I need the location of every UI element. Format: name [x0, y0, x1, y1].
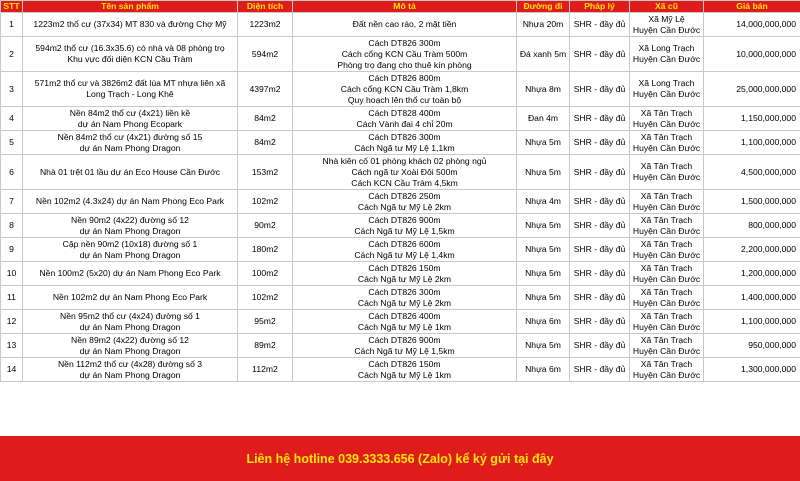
cell-product-name [23, 238, 238, 262]
cell-price: 1,200,000,000 [704, 262, 800, 286]
cell-legal: SHR - đầy đủ [570, 214, 630, 238]
cell-legal: SHR - đầy đủ [570, 107, 630, 131]
cell-road: Nhựa 5m [517, 214, 570, 238]
cell-area: 90m2 [238, 214, 293, 238]
cell-legal: SHR - đầy đủ [570, 286, 630, 310]
cell-description-line: Cách DT826 900m [368, 334, 441, 345]
cell-commune [630, 334, 704, 358]
cell-product-name-line: 594m2 thổ cư (16.3x35.6) có nhà và 08 phòng trọ [35, 43, 225, 53]
cell-product-name [23, 13, 238, 37]
cell-description-line: Cách Ngã tư Mỹ Lệ 1,4km [354, 249, 455, 260]
cell-area: 1223m2 [238, 13, 293, 37]
cell-commune [630, 131, 704, 155]
table-row [1, 214, 800, 238]
cell-product-name [23, 72, 238, 107]
cell-commune-line: Huyện Cần Đước [632, 89, 701, 99]
cell-stt: 9 [1, 238, 23, 262]
cell-commune-line: Huyện Cần Đước [632, 273, 701, 284]
cell-road: Nhựa 6m [517, 310, 570, 334]
cell-commune-line: Huyện Cần Đước [632, 345, 701, 356]
header-commune: Xã cũ [630, 1, 704, 13]
cell-description-line: Quy hoạch lên thổ cư toàn bộ [347, 94, 462, 105]
cell-description [293, 262, 517, 286]
cell-description [293, 131, 517, 155]
cell-road: Nhựa 5m [517, 131, 570, 155]
cell-commune-line: Xã Tân Trạch [640, 190, 693, 201]
cell-product-name-line: dự án Nam Phong Dragon [79, 249, 181, 260]
cell-product-name-line: Nền 90m2 (4x22) đường số 12 [71, 214, 189, 225]
cell-description-line: Cách ngã tư Xoài Đôi 500m [351, 166, 458, 177]
cell-commune-line: Xã Tân Trạch [640, 107, 693, 118]
cell-area: 84m2 [238, 107, 293, 131]
cell-commune-line: Xã Long Trạch [638, 43, 695, 53]
cell-stt: 10 [1, 262, 23, 286]
cell-product-name [23, 107, 238, 131]
cell-road: Nhựa 6m [517, 358, 570, 382]
cell-price: 950,000,000 [704, 334, 800, 358]
cell-commune-line: Huyện Cần Đước [632, 142, 701, 153]
cell-description [293, 155, 517, 190]
header-description: Mô tả [293, 1, 517, 13]
cell-commune [630, 358, 704, 382]
cell-commune-line: Xã Tân Trạch [640, 161, 693, 171]
cell-stt: 5 [1, 131, 23, 155]
cell-commune-line: Huyện Cần Đước [632, 118, 701, 129]
cell-product-name-line: Nhà 01 trệt 01 lầu dự án Eco House Cần Đước [39, 166, 221, 177]
cell-area: 112m2 [238, 358, 293, 382]
table-row [1, 72, 800, 107]
cell-commune-line: Huyện Cần Đước [632, 54, 701, 64]
cell-commune-line: Xã Tân Trạch [640, 286, 693, 297]
header-row [1, 1, 800, 13]
cell-legal: SHR - đầy đủ [570, 131, 630, 155]
cell-description [293, 214, 517, 238]
cell-price: 25,000,000,000 [704, 72, 800, 107]
footer-hotline-text: Liên hệ hotline 039.3333.656 (Zalo) kể ký gửi tại đây [246, 451, 554, 466]
cell-product-name-line: dự án Nam Phong Dragon [79, 225, 181, 236]
cell-description-line: Cách DT826 300m [368, 37, 441, 48]
cell-product-name [23, 37, 238, 72]
cell-area: 153m2 [238, 155, 293, 190]
cell-road: Nhựa 5m [517, 238, 570, 262]
cell-description-line: Cách DT826 400m [368, 310, 441, 321]
cell-commune-line: Xã Tân Trạch [640, 310, 693, 321]
cell-stt: 4 [1, 107, 23, 131]
cell-stt: 3 [1, 72, 23, 107]
cell-commune [630, 107, 704, 131]
table-row [1, 238, 800, 262]
cell-stt: 11 [1, 286, 23, 310]
cell-description [293, 238, 517, 262]
cell-price: 1,400,000,000 [704, 286, 800, 310]
cell-commune-line: Huyện Cần Đước [632, 24, 701, 35]
cell-description-line: Cách DT826 300m [368, 286, 441, 297]
cell-description [293, 334, 517, 358]
cell-price: 1,500,000,000 [704, 190, 800, 214]
cell-product-name [23, 262, 238, 286]
cell-product-name-line: dự án Nam Phong Dragon [79, 369, 181, 380]
cell-commune [630, 72, 704, 107]
cell-commune-line: Huyện Cần Đước [632, 249, 701, 260]
cell-product-name [23, 131, 238, 155]
cell-legal: SHR - đầy đủ [570, 72, 630, 107]
cell-road: Nhựa 4m [517, 190, 570, 214]
cell-description [293, 107, 517, 131]
cell-description-line: Cách DT826 900m [368, 214, 441, 225]
cell-stt: 1 [1, 13, 23, 37]
cell-product-name-line: Nền 112m2 thổ cư (4x28) đường số 3 [57, 358, 203, 369]
cell-description-line: Cách Ngã tư Mỹ Lệ 1,5km [354, 225, 455, 236]
cell-price: 10,000,000,000 [704, 37, 800, 72]
cell-commune-line: Xã Tân Trạch [640, 262, 693, 273]
cell-price: 4,500,000,000 [704, 155, 800, 190]
cell-product-name-line: Long Trạch - Long Khê [86, 89, 174, 99]
cell-stt: 12 [1, 310, 23, 334]
cell-legal: SHR - đầy đủ [570, 190, 630, 214]
cell-area: 84m2 [238, 131, 293, 155]
cell-product-name-line: Nền 89m2 (4x22) đường số 12 [71, 334, 189, 345]
table-row [1, 107, 800, 131]
header-product-name: Tên sản phẩm [23, 1, 238, 13]
cell-commune [630, 190, 704, 214]
cell-description [293, 72, 517, 107]
cell-price: 1,100,000,000 [704, 310, 800, 334]
cell-product-name [23, 310, 238, 334]
cell-road: Nhựa 5m [517, 155, 570, 190]
cell-product-name-line: 1223m2 thổ cư (37x34) MT 830 và đường Chợ Mỹ [33, 19, 227, 29]
cell-legal: SHR - đầy đủ [570, 238, 630, 262]
cell-commune-line: Xã Tân Trạch [640, 131, 693, 142]
cell-description [293, 286, 517, 310]
cell-price: 1,300,000,000 [704, 358, 800, 382]
cell-commune-line: Huyện Cần Đước [632, 201, 701, 212]
cell-description-line: Cách Ngã tư Mỹ Lệ 2km [357, 297, 452, 308]
cell-area: 102m2 [238, 286, 293, 310]
cell-commune [630, 155, 704, 190]
cell-commune-line: Xã Tân Trạch [640, 238, 693, 249]
cell-description-line: Phòng trọ đang cho thuê kín phòng [337, 59, 472, 70]
cell-description-line: Cách Vành đai 4 chỉ 20m [356, 118, 453, 129]
cell-description-line: Đất nền cao ráo, 2 mặt tiền [352, 19, 457, 29]
cell-area: 100m2 [238, 262, 293, 286]
header-road: Đường đi [517, 1, 570, 13]
cell-legal: SHR - đầy đủ [570, 310, 630, 334]
cell-product-name-line: Khu vực đối diện KCN Cầu Tràm [67, 54, 193, 64]
cell-description-line: Cách DT826 250m [368, 190, 441, 201]
table-row [1, 310, 800, 334]
cell-price: 800,000,000 [704, 214, 800, 238]
cell-commune-line: Xã Long Trạch [638, 78, 695, 88]
cell-product-name-line: dự án Nam Phong Dragon [79, 321, 181, 332]
cell-product-name-line: dự án Nam Phong Dragon [79, 345, 181, 356]
cell-description-line: Nhà kiên cố 01 phòng khách 02 phòng ngủ [322, 155, 487, 166]
table-row [1, 13, 800, 37]
cell-product-name [23, 286, 238, 310]
cell-commune-line: Huyện Cần Đước [632, 297, 701, 308]
cell-description [293, 190, 517, 214]
cell-description-line: Cách cổng KCN Cầu Tràm 1,8km [340, 83, 469, 94]
table-row [1, 358, 800, 382]
cell-legal: SHR - đầy đủ [570, 358, 630, 382]
cell-product-name [23, 334, 238, 358]
cell-commune-line: Xã Tân Trạch [640, 334, 693, 345]
cell-commune [630, 214, 704, 238]
table-row [1, 131, 800, 155]
cell-product-name-line: dự án Nam Phong Ecopark [77, 118, 183, 129]
cell-description-line: Cách Ngã tư Mỹ Lệ 1km [357, 321, 452, 332]
cell-description-line: Cách DT826 800m [368, 72, 441, 83]
table-row [1, 37, 800, 72]
cell-commune [630, 286, 704, 310]
cell-stt: 2 [1, 37, 23, 72]
cell-price: 1,100,000,000 [704, 131, 800, 155]
cell-area: 4397m2 [238, 72, 293, 107]
cell-commune-line: Huyện Cần Đước [632, 225, 701, 236]
cell-road: Nhựa 5m [517, 262, 570, 286]
header-area: Diện tích [238, 1, 293, 13]
cell-legal: SHR - đầy đủ [570, 155, 630, 190]
footer-banner [0, 436, 800, 481]
cell-area: 102m2 [238, 190, 293, 214]
cell-commune [630, 262, 704, 286]
cell-description-line: Cách DT826 300m [368, 131, 441, 142]
cell-product-name-line: Nền 95m2 thổ cư (4x24) đường số 1 [60, 310, 200, 321]
cell-price: 2,200,000,000 [704, 238, 800, 262]
cell-commune-line: Huyện Cần Đước [632, 321, 701, 332]
cell-description-line: Cách Ngã tư Mỹ Lệ 2km [357, 273, 452, 284]
cell-description-line: Cách DT826 600m [368, 238, 441, 249]
cell-product-name [23, 190, 238, 214]
cell-product-name-line: Nền 84m2 thổ cư (4x21) liền kề [69, 107, 191, 118]
cell-road: Đan 4m [517, 107, 570, 131]
cell-area: 594m2 [238, 37, 293, 72]
cell-stt: 13 [1, 334, 23, 358]
cell-area: 95m2 [238, 310, 293, 334]
cell-stt: 8 [1, 214, 23, 238]
cell-legal: SHR - đầy đủ [570, 37, 630, 72]
cell-commune-line: Huyện Cần Đước [632, 172, 701, 182]
cell-product-name-line: dự án Nam Phong Dragon [79, 142, 181, 153]
cell-product-name [23, 358, 238, 382]
cell-description [293, 37, 517, 72]
cell-commune [630, 310, 704, 334]
cell-road: Nhựa 5m [517, 334, 570, 358]
cell-description-line: Cách KCN Cầu Tràm 4,5km [351, 177, 458, 188]
table-row [1, 334, 800, 358]
cell-road: Nhựa 20m [517, 13, 570, 37]
cell-product-name-line: Nền 100m2 (5x20) dự án Nam Phong Eco Park [39, 268, 221, 278]
cell-product-name-line: Nền 102m2 (4.3x24) dự án Nam Phong Eco Park [35, 196, 225, 206]
cell-commune-line: Xã Tân Trạch [640, 214, 693, 225]
cell-stt: 14 [1, 358, 23, 382]
cell-description [293, 358, 517, 382]
cell-commune [630, 238, 704, 262]
cell-description-line: Cách Ngã tư Mỹ Lệ 2km [357, 201, 452, 212]
cell-description [293, 310, 517, 334]
cell-description-line: Cách cổng KCN Cầu Tràm 500m [341, 48, 468, 59]
cell-legal: SHR - đầy đủ [570, 334, 630, 358]
header-stt: STT [1, 1, 23, 13]
cell-price: 1,150,000,000 [704, 107, 800, 131]
cell-area: 89m2 [238, 334, 293, 358]
cell-description-line: Cách Ngã tư Mỹ Lệ 1,5km [354, 345, 455, 356]
cell-product-name-line: 571m2 thổ cư và 3826m2 đất lúa MT nhựa liên xã [34, 78, 226, 88]
header-price: Giá bán [704, 1, 800, 13]
cell-description-line: Cách DT828 400m [368, 107, 441, 118]
cell-product-name [23, 214, 238, 238]
cell-description [293, 13, 517, 37]
cell-description-line: Cách Ngã tư Mỹ Lệ 1km [357, 369, 452, 380]
cell-product-name-line: Nền 102m2 dự án Nam Phong Eco Park [52, 292, 208, 302]
cell-description-line: Cách Ngã tư Mỹ Lệ 1,1km [354, 142, 455, 153]
cell-road: Đá xanh 5m [517, 37, 570, 72]
cell-product-name-line: Nền 84m2 thổ cư (4x21) đường số 15 [57, 131, 203, 142]
cell-road: Nhựa 5m [517, 286, 570, 310]
table-row [1, 262, 800, 286]
cell-commune-line: Xã Mỹ Lệ [648, 13, 685, 24]
table-row [1, 190, 800, 214]
cell-road: Nhựa 8m [517, 72, 570, 107]
cell-price: 14,000,000,000 [704, 13, 800, 37]
cell-stt: 7 [1, 190, 23, 214]
cell-area: 180m2 [238, 238, 293, 262]
cell-description-line: Cách DT826 150m [368, 358, 441, 369]
table-row [1, 155, 800, 190]
cell-commune [630, 13, 704, 37]
cell-commune-line: Xã Tân Trạch [640, 358, 693, 369]
cell-description-line: Cách DT826 150m [368, 262, 441, 273]
cell-stt: 6 [1, 155, 23, 190]
header-legal: Pháp lý [570, 1, 630, 13]
cell-commune-line: Huyện Cần Đước [632, 369, 701, 380]
cell-legal: SHR - đầy đủ [570, 13, 630, 37]
cell-product-name-line: Cặp nền 90m2 (10x18) đường số 1 [62, 238, 198, 249]
cell-legal: SHR - đầy đủ [570, 262, 630, 286]
cell-product-name [23, 155, 238, 190]
cell-commune [630, 37, 704, 72]
table-row [1, 286, 800, 310]
